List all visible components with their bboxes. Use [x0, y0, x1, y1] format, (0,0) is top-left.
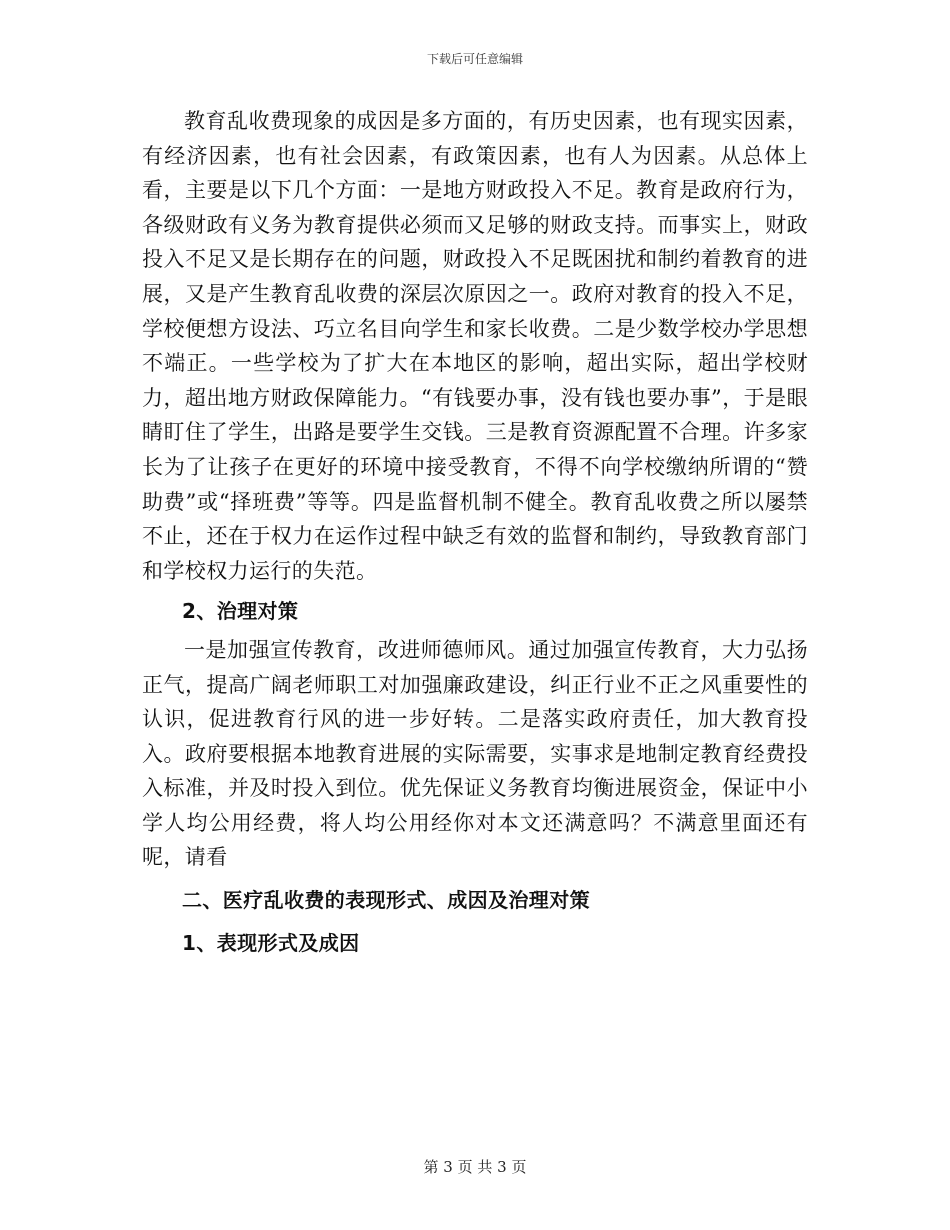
heading-forms-causes: 1、表现形式及成因	[182, 930, 360, 955]
paragraph-causes: 教育乱收费现象的成因是多方面的，有历史因素，也有现实因素，有经济因素，也有社会因素，有政策因素，也有人为因素。从总体上看，主要是以下几个方面：一是地方财政投入不足。教育是政府行为，各级财政有义务为教育提供必须而又足够的财政支持。而事实上，财政投入不足又是长期存在的问题，财政投入不足既困扰和制约着教育的进展，又是产生教育乱收费的深层次原因之一。政府对教育的投入不足，学校便想方设法、巧立名目向学生和家长收费。二是少数学校办学思想不端正。一些学校为了扩大在本地区的影响，超出实际，超出学校财力，超出地方财政保障能力。“有钱要办事，没有钱也要办事”，于是眼睛盯住了学生，出路是要学生交钱。三是教育资源配置不合理。许多家长为了让孩子在更好的环境中接受教育，不得不向学校缴纳所谓的“赞助费”或“择班费”等等。四是监督机制不健全。教育乱收费之所以屡禁不止，还在于权力在运作过程中缺乏有效的监督和制约，导致教育部门和学校权力运行的失范。	[142, 109, 808, 583]
page-footer-number: 第 3 页 共 3 页	[423, 1158, 527, 1176]
heading-section-two: 二、医疗乱收费的表现形式、成因及治理对策	[182, 888, 590, 913]
document-body	[142, 104, 808, 964]
heading-countermeasures: 2、治理对策	[182, 599, 299, 624]
paragraph-countermeasures: 一是加强宣传教育，改进师德师风。通过加强宣传教育，大力弘扬正气，提高广阔老师职工对加强廉政建设，纠正行业不正之风重要性的认识，促进教育行风的进一步好转。二是落实政府责任，加大教育投入。政府要根据本地教育进展的实际需要，实事求是地制定教育经费投入标准，并及时投入到位。优先保证义务教育均衡进展资金，保证中小学人均公用经费，将人均公用经你对本文还满意吗？不满意里面还有呢，请看	[142, 637, 808, 870]
page-header-note: 下载后可任意编辑	[426, 52, 523, 66]
